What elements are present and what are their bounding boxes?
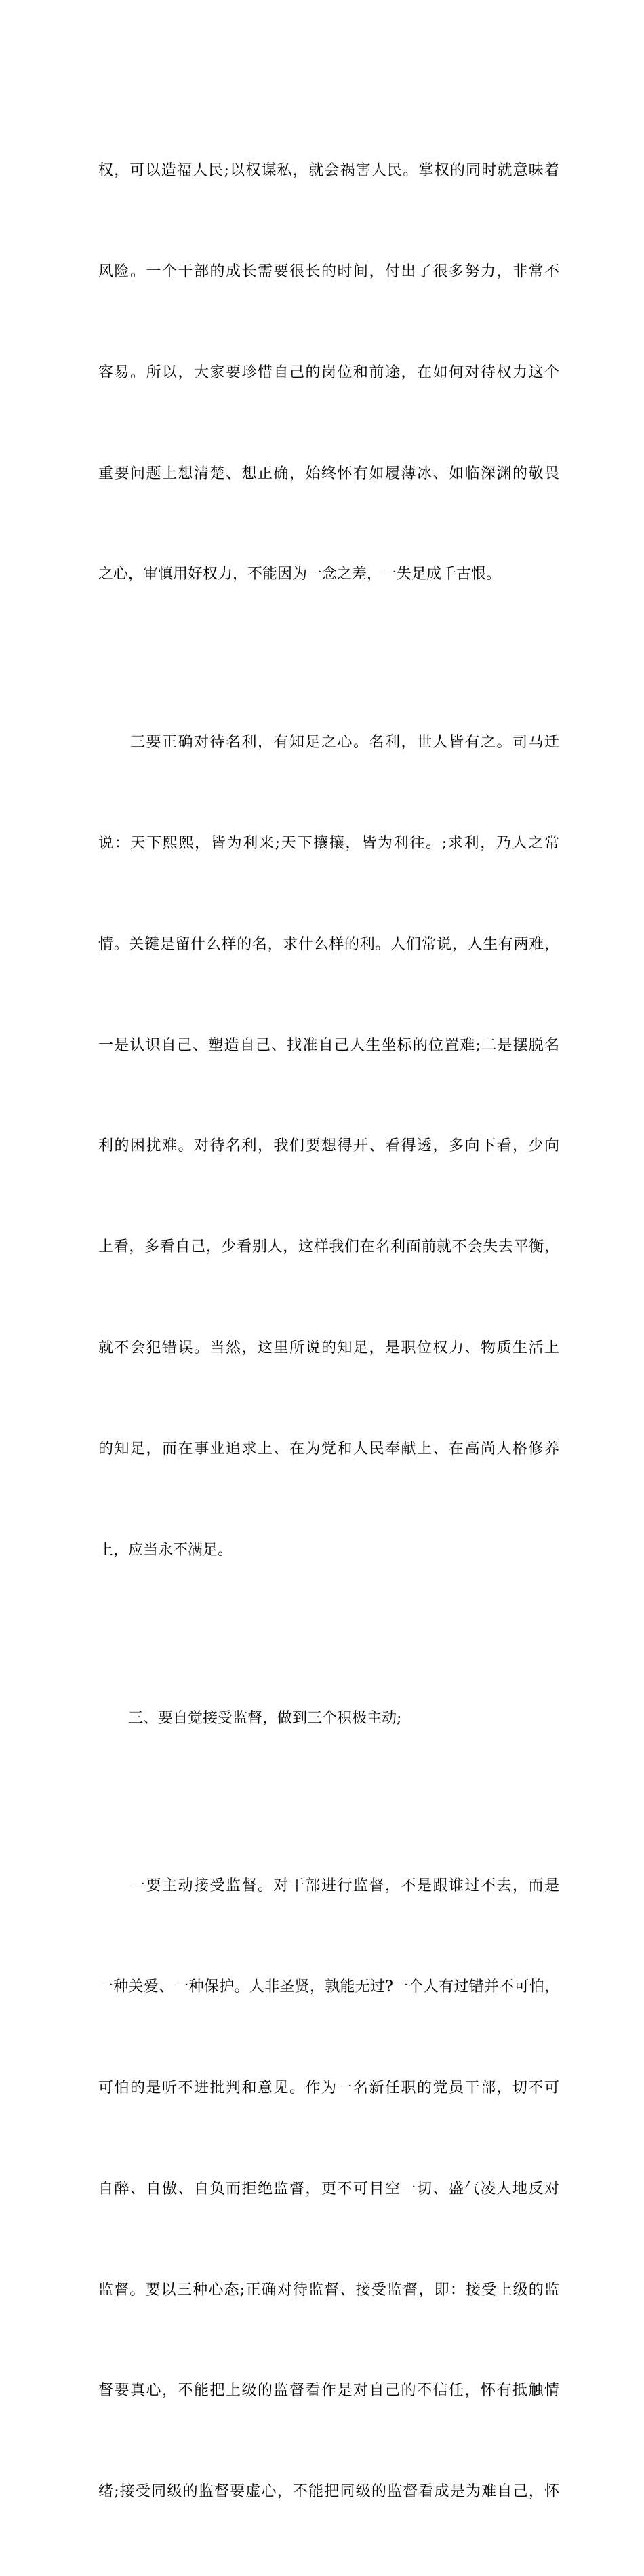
text-line: 三要正确对待名利，有知足之心。名利，世人皆有之。司马迁 xyxy=(98,734,559,752)
paragraph-accept-supervision xyxy=(98,1802,559,2576)
text-line: 风险。一个干部的成长需要很长的时间，付出了很多努力，非常不 xyxy=(98,262,559,280)
text-line: 利的困扰难。对待名利，我们要想得开、看得透，多向下看，少向 xyxy=(98,1137,559,1155)
text-line: 容易。所以，大家要珍惜自己的岗位和前途，在如何对待权力这个 xyxy=(98,364,559,381)
text-line: 权，可以造福人民;以权谋私，就会祸害人民。掌权的同时就意味着 xyxy=(98,162,559,180)
text-line: 一是认识自己、塑造自己、找准自己人生坐标的位置难;二是摆脱名 xyxy=(98,1036,559,1054)
text-line: 绪;接受同级的监督要虚心，不能把同级的监督看成是为难自己，怀 xyxy=(98,2483,559,2501)
document-page xyxy=(98,87,559,2576)
text-line: 就不会犯错误。当然，这里所说的知足，是职位权力、物质生活上 xyxy=(98,1339,559,1357)
text-line: 上，应当永不满足。 xyxy=(98,1541,233,1559)
text-line: 可怕的是听不进批判和意见。作为一名新任职的党员干部，切不可 xyxy=(98,2080,559,2097)
text-line: 监督。要以三种心态;正确对待监督、接受监督，即：接受上级的监 xyxy=(98,2281,559,2299)
text-line: 一要主动接受监督。对干部进行监督，不是跟谁过不去，而是 xyxy=(98,1877,559,1895)
text-line: 的知足，而在事业追求上、在为党和人民奉献上、在高尚人格修养 xyxy=(98,1440,559,1458)
text-line: 三、要自觉接受监督，做到三个积极主动; xyxy=(98,1709,402,1727)
text-line: 情。关键是留什么样的名，求什么样的利。人们常说，人生有两难， xyxy=(98,935,559,953)
text-line: 之心，审慎用好权力，不能因为一念之差，一失足成千古恨。 xyxy=(98,566,502,583)
paragraph-fame-gain xyxy=(98,659,559,1634)
section-heading-supervision xyxy=(98,1634,559,1802)
text-line: 重要问题上想清楚、想正确，始终怀有如履薄冰、如临深渊的敬畏 xyxy=(98,465,559,482)
text-line: 督要真心，不能把上级的监督看作是对自己的不信任，怀有抵触情 xyxy=(98,2382,559,2400)
paragraph-power-risk xyxy=(98,87,559,659)
text-line: 说：天下熙熙，皆为利来;天下攘攘，皆为利往。;求利，乃人之常 xyxy=(98,835,559,853)
text-line: 上看，多看自己，少看别人，这样我们在名利面前就不会失去平衡， xyxy=(98,1238,559,1256)
text-line: 一种关爱、一种保护。人非圣贤，孰能无过?一个人有过错并不可怕， xyxy=(98,1978,559,1996)
text-line: 自醉、自傲、自负而拒绝监督，更不可目空一切、盛气凌人地反对 xyxy=(98,2180,559,2198)
